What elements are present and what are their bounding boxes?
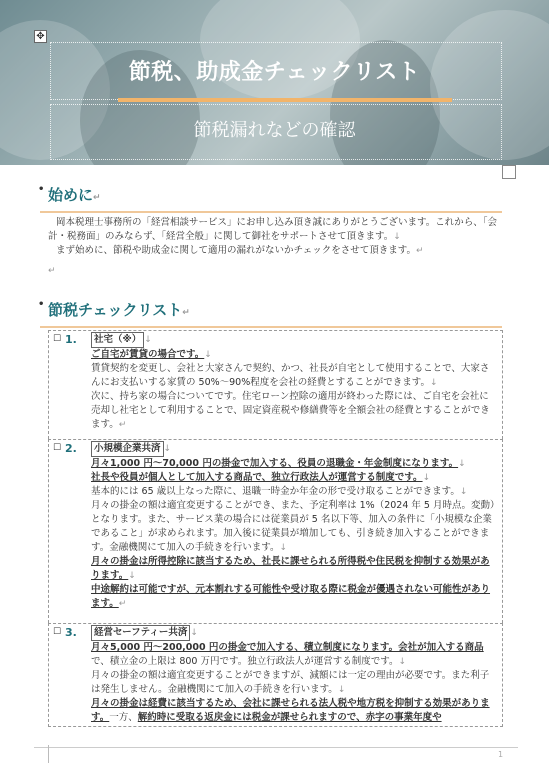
page-subtitle: 節税漏れなどの確認	[193, 120, 356, 141]
checklist-item: ☐ 2. 小規模企業共済 ↓ 月々1,000 円～70,000 円の掛金で加入する、役員の退職金・年金制度になります。↓ 社長や役員が個人として加入する商品で、独立行政法人が運営する制度です。↓ 基本的には 65 歳以上なった際に、退職一時金か年金の形で受け取ることができます。↓ 月々の掛金の額は適宜変更することができ、また、予定利率は 1%（2024 年 5 月時点。変動）となります。また、サービス業の場合には従業員が 5 名以下等、加入の条件に「小規模な企業であること」が求められます。加入後に従業員が増加しても、引き続き加入することができます。金融機関にて加入の手続きを行います。↓ 月々の掛金は所得控除に該当するため、社長に課せられる所得税や住民税を抑制する効果があります。↓ 中途解約は可能ですが、元本割れする可能性や受け取る際に税金が優遇されない可能性があります。↵	[48, 439, 503, 623]
item-title: 経営セーフティー共済	[91, 625, 190, 641]
item-text: 月々の掛金は所得控除に該当するため、社長に課せられる所得税や住民税を抑制する効果があります。	[91, 556, 490, 581]
item-text: 賃貸契約を変更し、会社と大家さんで契約、かつ、社長が自宅として使用することで、大家さんにお支払いする家賃の 50%～90%程度を会社の経費とすることができます。	[91, 363, 490, 388]
item-text: 基本的には 65 歳以上なった際に、退職一時金か年金の形で受け取ることができます。	[91, 486, 460, 497]
section-heading: • 始めに↵	[40, 184, 502, 205]
item-text: 月々5,000 円～200,000 円の掛金で加入する、積立制度になります。会社が加入する商品	[91, 642, 484, 653]
item-text: で、積立金の上限は 800 万円です。独立行政法人が運営する制度です。	[91, 656, 399, 667]
page-footer-line	[34, 747, 518, 748]
title-underline	[118, 98, 452, 102]
empty-paragraph: ↵	[48, 266, 56, 276]
item-number: 3.	[65, 626, 77, 639]
page-number: 1	[498, 750, 504, 759]
heading-rule	[40, 326, 502, 328]
item-title: 社宅（※）	[91, 332, 144, 348]
item-text: 解約時に受取る返戻金には税金が課せられますので、赤字の事業年度や	[137, 712, 442, 723]
item-text: ご自宅が賃貸の場合です。	[91, 349, 205, 360]
page-title: 節税、助成金チェックリスト	[128, 60, 421, 85]
intro-paragraph-2: まず始めに、節税や助成金に関して適用の漏れがないかチェックをさせて頂きます。↵	[56, 245, 424, 256]
item-text: 月々の掛金の額は適宜変更することができ、また、予定利率は 1%（2024 年 5 月時点。変動）となります。また、サービス業の場合には従業員が 5 名以下等、加入の条件に「小規模な企業であること」が求められます。加入後に従業員が増加しても、引き続き加入することができます。金融機関にて加入の手続きを行います。	[91, 500, 495, 553]
checklist-section	[40, 299, 502, 328]
section-heading: • 節税チェックリスト↵	[40, 299, 502, 320]
checkbox[interactable]: ☐	[52, 443, 62, 453]
item-text: 月々の掛金の額は適宜変更することができますが、減額には一定の理由が必要です。また利子は発生しません。金融機関にて加入の手続きを行います。	[91, 670, 490, 695]
item-text: 一方、	[109, 712, 138, 723]
item-text: 次に、持ち家の場合についてです。住宅ローン控除の適用が終わった際には、ご自宅を会社に売却し社宅として利用することで、固定資産税や修繕費等を全額会社の経費とすることができます。	[91, 391, 490, 430]
item-title: 小規模企業共済	[91, 441, 164, 457]
item-number: 2.	[65, 442, 77, 455]
checkbox[interactable]: ☐	[52, 334, 62, 344]
resize-handle[interactable]	[502, 165, 516, 179]
item-text: 月々の掛金は経費に該当するため、会社に課せられる法人税や地方税を抑制する効果があります。	[91, 698, 490, 723]
item-text: 社長や役員が個人として加入する商品で、独立行政法人が運営する制度です。	[91, 472, 423, 483]
intro-section	[40, 184, 502, 213]
item-number: 1.	[65, 333, 77, 346]
move-handle-icon[interactable]: ✥	[34, 30, 47, 43]
checklist	[48, 330, 503, 727]
intro-paragraph: 岡本税理士事務所の「経営相談サービス」にお申し込み頂き誠にありがとうございます。これから、「会計・税務面」のみならず、「経営全般」に関して御社をサポートさせて頂きます。↓	[48, 217, 497, 242]
page-margin-marker	[48, 745, 49, 763]
checklist-item: ☐ 1. 社宅（※） ↓ ご自宅が賃貸の場合です。↓ 賃貸契約を変更し、会社と大家さんで契約、かつ、社長が自宅として使用することで、大家さんにお支払いする家賃の 50%～90%程度を会社の経費とすることができます。↓ 次に、持ち家の場合についてです。住宅ローン控除の適用が終わった際には、ご自宅を会社に売却し社宅として利用することで、固定資産税や修繕費等を全額会社の経費とすることができます。↵	[48, 330, 503, 439]
item-text: 月々1,000 円～70,000 円の掛金で加入する、役員の退職金・年金制度になります。	[91, 458, 459, 469]
item-text: 中途解約は可能ですが、元本割れする可能性や受け取る際に税金が優遇されない可能性があります。	[91, 584, 491, 609]
heading-rule	[40, 211, 502, 213]
checkbox[interactable]: ☐	[52, 627, 62, 637]
checklist-item: ☐ 3. 経営セーフティー共済 ↓ 月々5,000 円～200,000 円の掛金で加入する、積立制度になります。会社が加入する商品で、積立金の上限は 800 万円です。独立行政法人が運営する制度です。↓ 月々の掛金の額は適宜変更することができますが、減額には一定の理由が必要です。また利子は発生しません。金融機関にて加入の手続きを行います。↓ 月々の掛金は経費に該当するため、会社に課せられる法人税や地方税を抑制する効果があります。一方、解約時に受取る返戻金には税金が課せられますので、赤字の事業年度や	[48, 623, 503, 727]
